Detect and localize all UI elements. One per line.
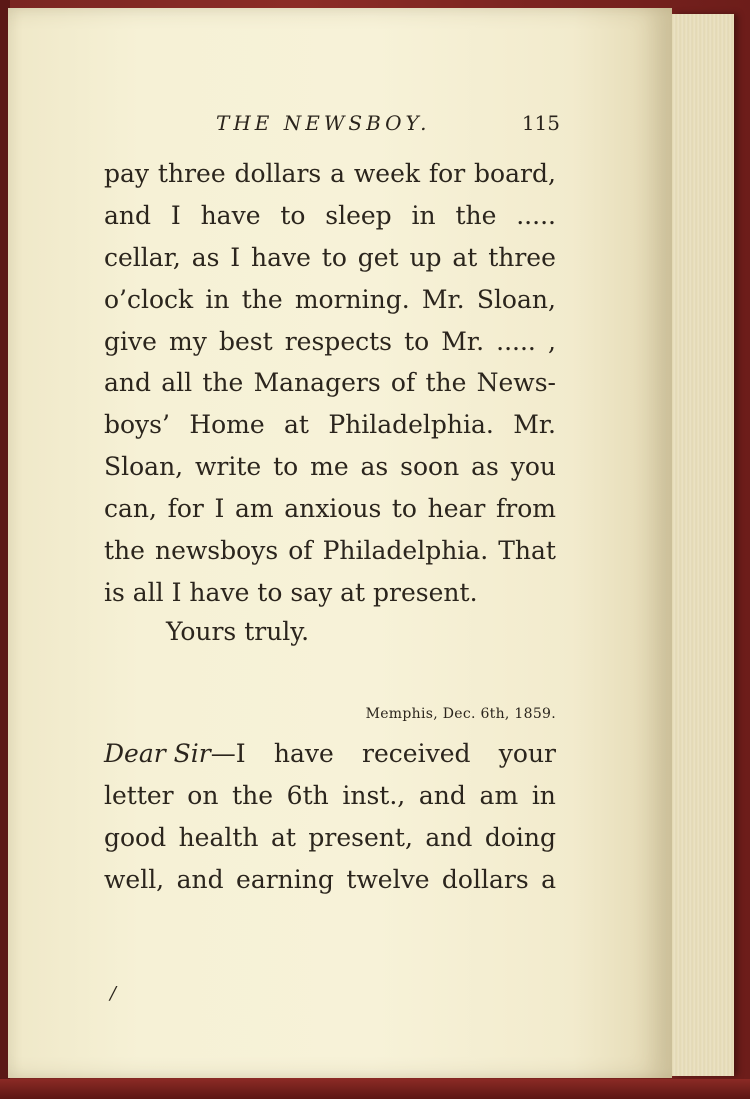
line-word: the [455,200,497,230]
line-word: Home [189,410,265,440]
line-word: and [104,368,152,398]
line-word: from [495,494,556,524]
text-line [104,404,556,446]
line-word: doing [484,822,556,852]
line-word: the [202,368,244,398]
text-line [104,195,556,237]
text-line [104,572,556,614]
margin-mark: / [110,983,117,1004]
text-line [104,362,556,404]
line-word: at [452,242,478,272]
text-line [104,488,556,530]
line-word: get [357,242,399,272]
line-word: as [471,452,499,482]
line-word: and [425,822,473,852]
line-word: Sloan, [476,284,556,314]
line-word: I [230,242,241,272]
line-word: soon [400,452,460,482]
dateline: Memphis, Dec. 6th, 1859. [365,706,556,722]
line-word: boys’ [104,410,170,440]
line-word: Philadelphia. [322,536,489,566]
line-word: on [187,780,219,810]
line-word: 6th [286,780,329,810]
text-line [104,321,556,363]
line-word: week [353,159,421,188]
text-line [104,530,556,572]
line-word: twelve [346,864,430,894]
line-word: Mr. [441,326,485,356]
line-word: a [330,159,346,188]
line-word: o’clock [104,284,194,314]
line-word: best [218,326,273,356]
line-word: , [547,326,556,356]
text-line [104,859,556,901]
line-word: That [498,536,556,566]
line-word: respects [284,326,392,356]
running-title: THE NEWSBOY. [216,111,431,135]
line-word: the [104,536,145,566]
line-word: the [241,284,283,314]
text-line [104,817,556,859]
page-edges [672,14,734,1076]
line-word: my [169,326,207,356]
text-line [104,153,556,195]
line-word: well, [104,864,165,894]
line-word: in [205,284,230,314]
line-word: have [200,200,261,230]
line-word: your [498,739,556,768]
line-word: and [104,200,152,230]
line-word: for [428,159,466,188]
line-word: Mr. [421,284,465,314]
line-word: as [360,452,389,482]
line-word: am [479,780,519,810]
line-word: dollars [441,864,529,894]
text-line [104,279,556,321]
text-line [104,446,556,488]
line-word: the [425,368,467,398]
line-word: write [195,452,262,482]
page-number: 115 [521,111,560,135]
running-head [108,111,564,141]
line-word: inst., [342,780,406,810]
line-word: a [541,864,556,894]
line-word: at [271,822,296,852]
line-word: to [391,494,417,524]
line-word: is all I have to say at present. [104,577,478,607]
line-word: ..... [496,326,536,356]
line-word: up [409,242,442,272]
line-word: pay [104,159,150,188]
line-word: three [488,242,556,272]
line-word: as [191,242,220,272]
line-word: earning [236,864,334,894]
line-word: I [214,494,225,524]
line-word: to [280,200,306,230]
line-word: board, [474,159,556,188]
line-word: Managers [253,368,381,398]
line-word: you [510,452,556,482]
line-word: to [404,326,430,356]
line-word: all [161,368,193,398]
letter-two-body [104,733,556,901]
line-word: to [273,452,299,482]
line-word: Philadelphia. [328,410,494,440]
line-word: of [390,368,416,398]
text-line [104,775,556,817]
book-cover-edge [0,1079,750,1099]
line-word: I [170,200,181,230]
letter-closing: Yours truly. [166,617,310,646]
line-word: newsboys [155,536,279,566]
letter-two-lines [104,775,556,901]
letter-two-first-line [104,733,556,775]
line-word: ..... [516,200,556,230]
line-word: hear [427,494,486,524]
line-word: am [234,494,274,524]
line-word: health [178,822,259,852]
line-word: —I [210,739,246,768]
line-word: the [232,780,274,810]
line-word: at [284,410,309,440]
line-word: present, [308,822,413,852]
line-word: dollars [234,159,322,188]
line-word: can, [104,494,157,524]
line-word: and [176,864,224,894]
letter-one-body [104,153,556,614]
salutation: Dear Sir [104,739,211,768]
line-word: anxious [284,494,382,524]
line-word: received [362,739,471,768]
line-word: cellar, [104,242,181,272]
line-word: and [418,780,466,810]
line-word: Mr. [513,410,556,440]
line-word: for [167,494,204,524]
line-word: to [321,242,347,272]
line-word: News- [476,368,556,398]
line-word: good [104,822,167,852]
line-word: sleep [325,200,392,230]
line-word: of [288,536,313,566]
line-word: have [251,242,311,272]
line-word: me [310,452,349,482]
line-word: three [157,159,226,188]
text-line [104,237,556,279]
line-word: have [273,739,334,768]
line-word: letter [104,780,174,810]
line-word: give [104,326,157,356]
line-word: morning. [294,284,410,314]
line-word: in [531,780,556,810]
line-word: in [411,200,436,230]
line-word: Sloan, [104,452,184,482]
